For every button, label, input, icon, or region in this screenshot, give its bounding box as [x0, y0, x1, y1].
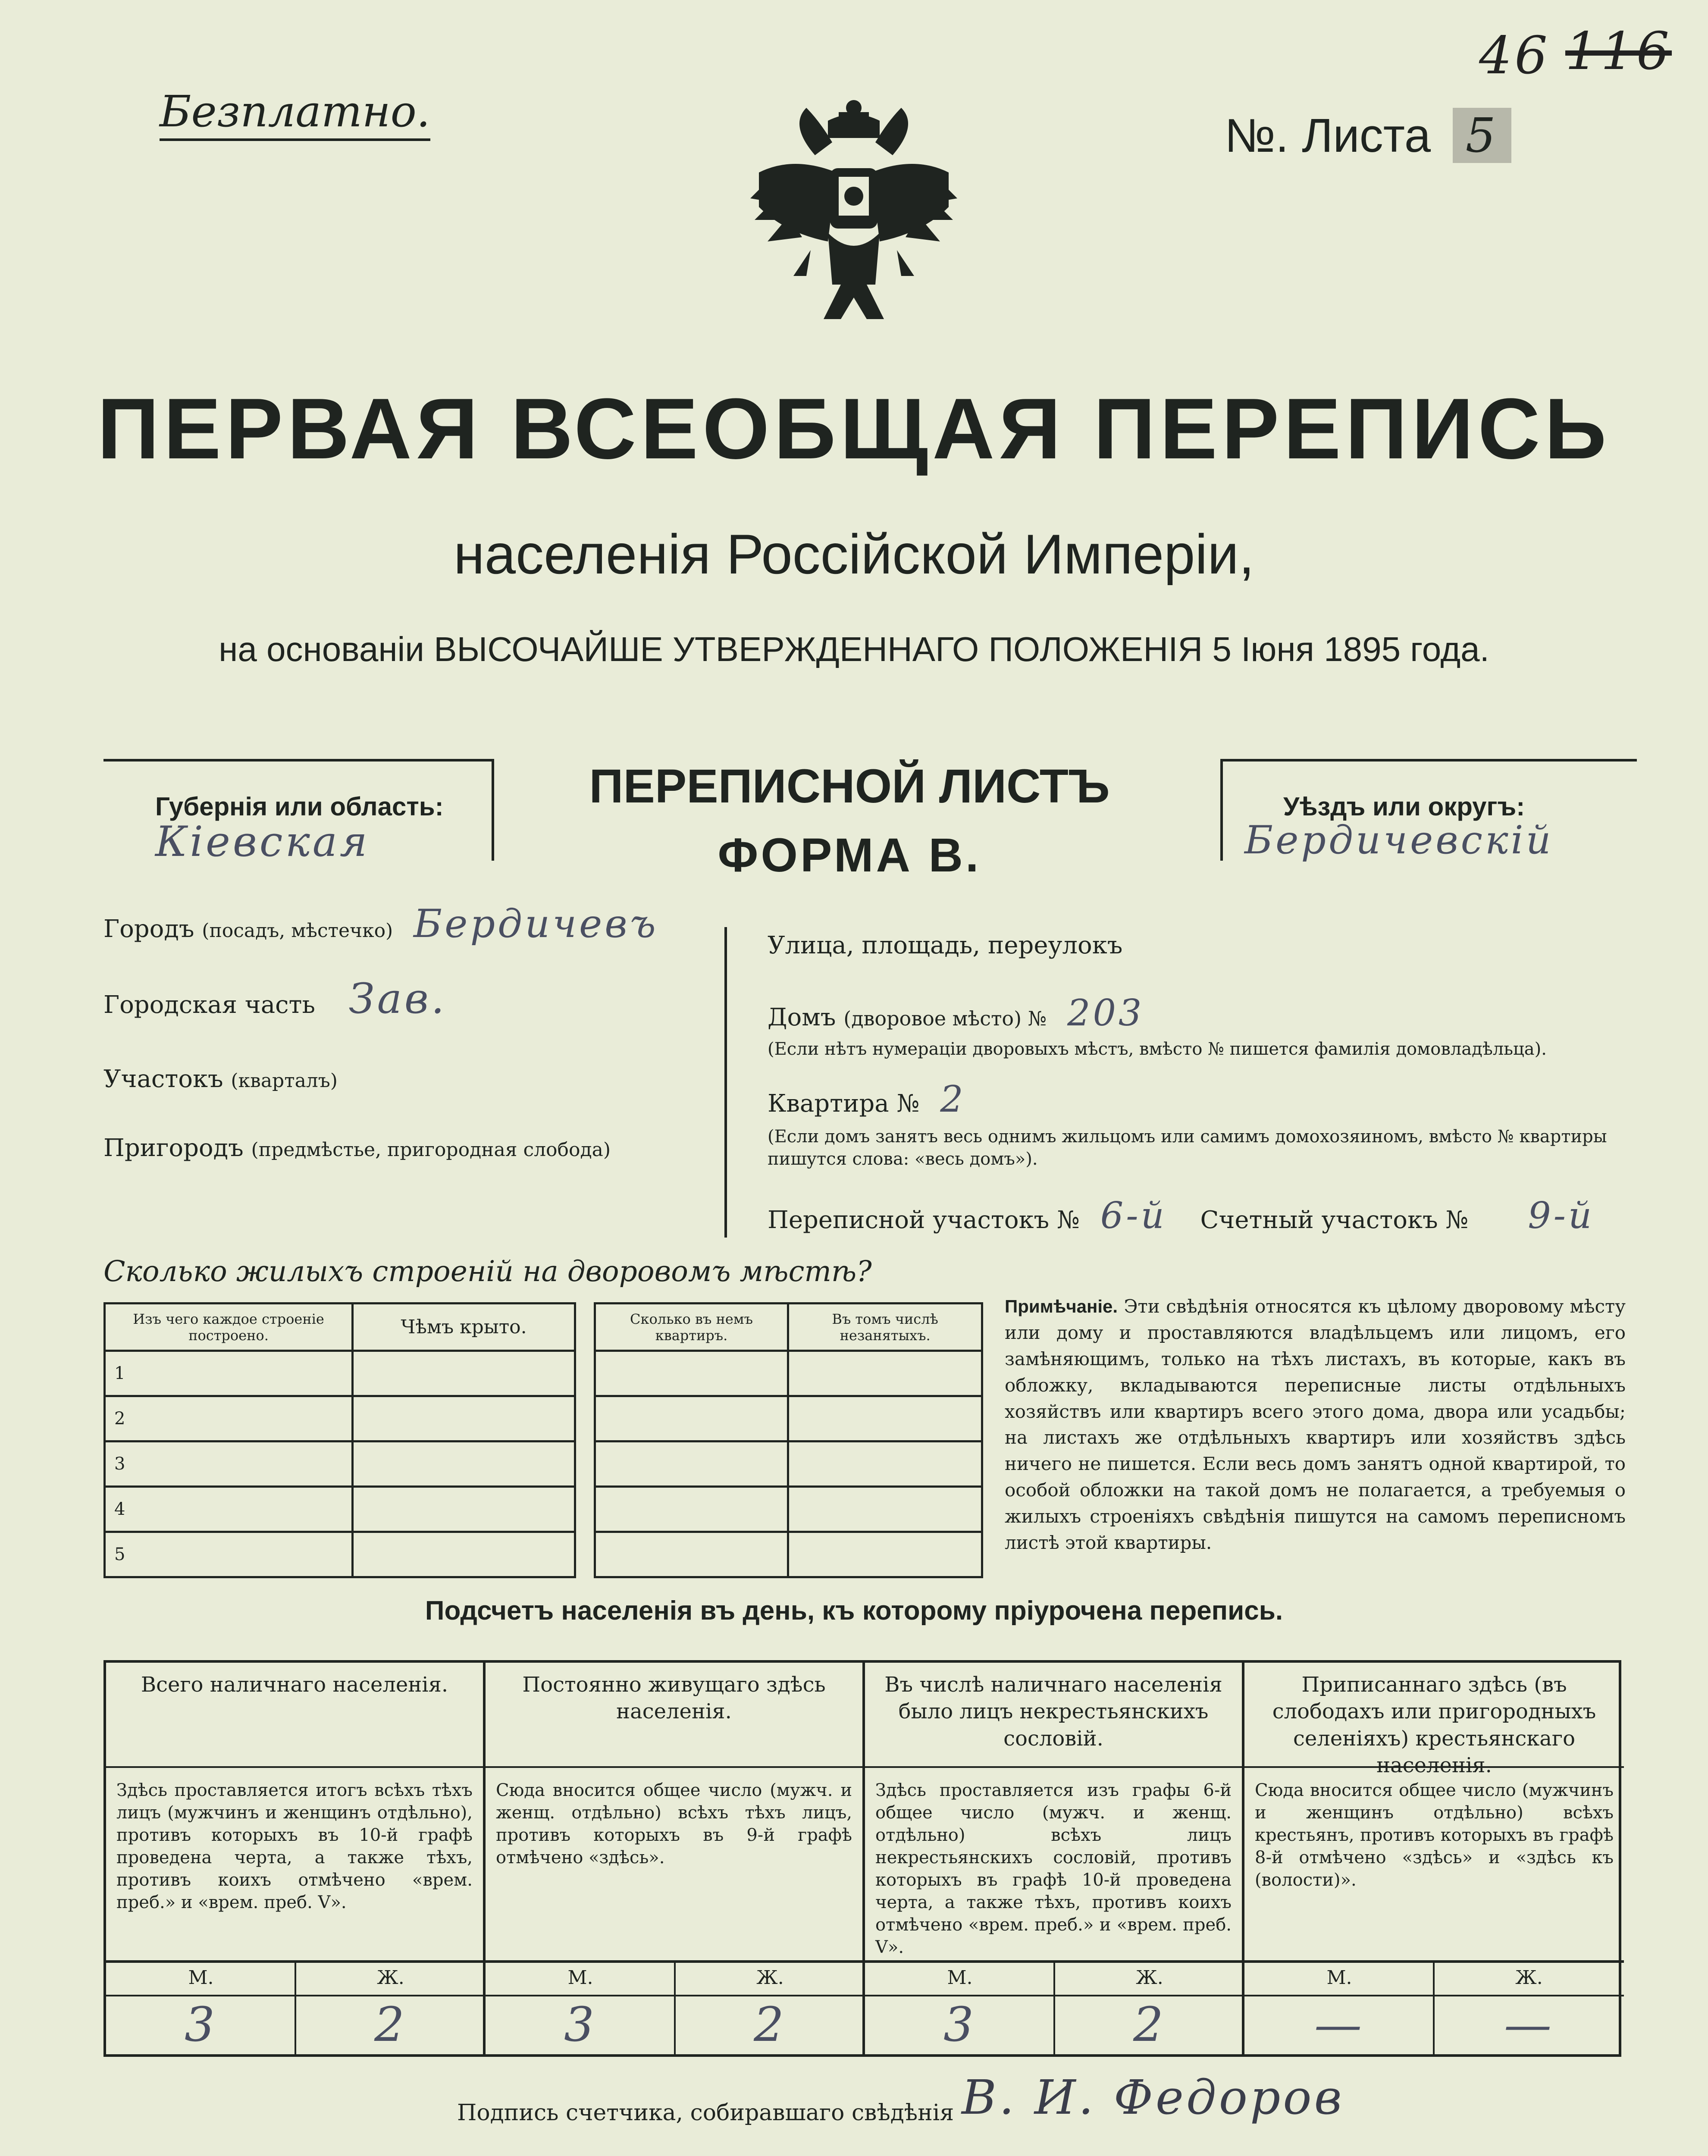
female-count: 2: [1133, 1997, 1166, 2052]
female-count: 2: [754, 1997, 787, 2052]
female-label: Ж.: [756, 1967, 784, 1989]
male-label: М.: [188, 1967, 214, 1989]
address-divider: [724, 927, 727, 1238]
form-name: ФОРМА В.: [718, 829, 981, 882]
row-number: 1: [105, 1351, 353, 1396]
district-value: Бердичевскій: [1244, 818, 1554, 863]
male-label: М.: [1326, 1967, 1352, 1989]
suburb-label: Пригородъ: [103, 1134, 244, 1162]
row-number: 5: [105, 1532, 353, 1577]
census-subtitle: населенія Россійской Имперіи,: [453, 523, 1254, 586]
buildings-row: [105, 1442, 982, 1487]
city-part-value: Зав.: [348, 975, 447, 1023]
row-number: 2: [105, 1396, 353, 1442]
district-box: [1220, 759, 1637, 861]
count-plot-label: Счетный участокъ №: [1200, 1206, 1469, 1234]
city-part-row: [103, 975, 724, 1023]
population-column-head: Приписаннаго здѣсь (въ слободахъ или пригородныхъ селеніяхъ) крестьянскаго населенія.: [1272, 1673, 1596, 1778]
house-hint: (Если нѣтъ нумераціи дворовыхъ мѣстъ, вмѣсто № пишется фамилія домовладѣльца).: [768, 1039, 1547, 1059]
col-roof: Чѣмъ крыто.: [353, 1304, 575, 1351]
free-stamp: Безплатно.: [160, 86, 430, 141]
signature-value: В. И. Федоров: [962, 2070, 1344, 2125]
city-row: [103, 901, 724, 946]
district-label: Уѣздъ или округъ:: [1283, 792, 1525, 821]
census-plot-value: 6-й: [1100, 1194, 1167, 1237]
sheet-label: №. Листа: [1225, 109, 1431, 162]
coat-of-arms: [742, 95, 966, 336]
buildings-note: [1005, 1294, 1626, 1556]
buildings-row: [105, 1351, 982, 1396]
census-sheet-title: ПЕРЕПИСНОЙ ЛИСТЪ: [589, 760, 1110, 813]
plot-note: (кварталъ): [231, 1070, 338, 1092]
male-label: М.: [947, 1967, 973, 1989]
population-column-desc: Сюда вносится общее число (мужчинъ и женщинъ отдѣльно) всѣхъ крестьянъ, противъ которыхъ въ графѣ 8-й отмѣчено «здѣсь» и «здѣсь къ (волости)».: [1255, 1780, 1614, 1890]
apartment-row: [768, 1078, 966, 1120]
col-vacant: Въ томъ числѣ незанятыхъ.: [788, 1304, 982, 1351]
male-count: —: [1314, 1997, 1364, 2052]
population-column-desc: Здѣсь проставляется итогъ всѣхъ тѣхъ лицъ (мужчинъ и женщинъ отдѣльно), противъ которыхъ въ 10-й графѣ проведена черта, а также тѣхъ, противъ коихъ отмѣчено «врем. преб.» и «врем. преб. V».: [116, 1780, 473, 1912]
col-spacer: [575, 1304, 595, 1351]
city-value: Бердичевъ: [414, 901, 658, 946]
city-label: Городъ: [103, 915, 194, 943]
suburb-row: [103, 1134, 724, 1162]
city-note: (посадъ, мѣстечко): [202, 920, 393, 942]
male-count: 3: [185, 1997, 217, 2052]
census-plot-label: Переписной участокъ №: [768, 1206, 1080, 1234]
female-count: —: [1504, 1997, 1554, 2052]
apartment-label: Квартира №: [768, 1090, 920, 1118]
city-part-label: Городская часть: [103, 991, 315, 1019]
house-value: 203: [1067, 992, 1144, 1034]
population-column-desc: Здѣсь проставляется изъ графы 6-й общее число (мужч. и женщ. отдѣльно) всѣхъ лицъ некрестьянскихъ сословій, противъ которыхъ въ графѣ 10-й проведена черта, а также тѣхъ, противъ коихъ отмѣчено «врем. преб.» и «врем. преб. V».: [875, 1780, 1232, 1957]
buildings-header-row: [105, 1304, 982, 1351]
double-headed-eagle-icon: [742, 95, 966, 336]
population-column-head: Въ числѣ наличнаго населенія было лицъ некрестьянскихъ сословій.: [884, 1673, 1222, 1751]
apartment-hint: (Если домъ занятъ весь однимъ жильцомъ или самимъ домохозяиномъ, вмѣсто № квартиры пишутся слова: «весь домъ»).: [768, 1127, 1607, 1169]
signature-row: [457, 2100, 954, 2126]
house-row: [768, 992, 1144, 1034]
population-column: [106, 1663, 486, 2054]
suburb-note: (предмѣстье, пригородная слобода): [251, 1139, 611, 1161]
row-number: 4: [105, 1487, 353, 1532]
corner-number-crossed: 116: [1565, 22, 1672, 81]
signature-label: Подпись счетчика, собиравшаго свѣдѣнія: [457, 2100, 954, 2126]
population-title: Подсчетъ населенія въ день, къ которому пріурочена перепись.: [425, 1596, 1283, 1626]
street-label: Улица, площадь, переулокъ: [768, 931, 1123, 959]
province-box: [103, 759, 494, 866]
buildings-question: Сколько жилыхъ строеній на дворовомъ мѣстѣ?: [103, 1255, 872, 1288]
house-note: (дворовое мѣсто) №: [843, 1007, 1047, 1030]
population-column: [865, 1663, 1244, 2054]
col-apartments: Сколько въ немъ квартиръ.: [595, 1304, 788, 1351]
corner-number: 46: [1479, 26, 1550, 86]
note-text: Эти свѣдѣнія относятся къ цѣлому дворовому мѣсту или дому и проставляются владѣльцемъ или лицомъ, его замѣняющимъ, только на тѣхъ листахъ, въ которые, какъ въ обложку, вкладываются переписные листы отдѣльныхъ хозяйствъ или квартиръ всего этого дома, двора или усадьбы; на листахъ же отдѣльныхъ квартиръ или хозяйствъ здѣсь ничего не пишется. Если весь домъ занятъ одной квартирой, то особой обложки на такой домъ не полагается, а требуемыя о жилыхъ строеніяхъ свѣдѣнія пишутся на самомъ переписномъ листѣ этой квартиры.: [1005, 1296, 1626, 1554]
buildings-row: [105, 1487, 982, 1532]
buildings-table: [103, 1302, 983, 1578]
female-label: Ж.: [1136, 1967, 1163, 1989]
buildings-row: [105, 1396, 982, 1442]
buildings-row: [105, 1532, 982, 1577]
male-count: 3: [564, 1997, 597, 2052]
population-column: [486, 1663, 865, 2054]
population-column-head: Всего наличнаго населенія.: [141, 1673, 448, 1697]
note-title: Примѣчаніе.: [1005, 1296, 1118, 1316]
female-label: Ж.: [1515, 1967, 1543, 1989]
sheet-number-label: [1225, 108, 1511, 163]
col-material: Изъ чего каждое строеніе построено.: [105, 1304, 353, 1351]
female-count: 2: [374, 1997, 407, 2052]
census-title: ПЕРВАЯ ВСЕОБЩАЯ ПЕРЕПИСЬ: [97, 381, 1611, 477]
census-basis: на основаніи ВЫСОЧАЙШЕ УТВЕРЖДЕННАГО ПОЛОЖЕНІЯ 5 Іюня 1895 года.: [219, 630, 1489, 668]
plot-row: [103, 1065, 724, 1093]
plot-label: Участокъ: [103, 1065, 223, 1093]
count-plot-value: 9-й: [1528, 1194, 1595, 1237]
male-label: М.: [567, 1967, 593, 1989]
apartment-value: 2: [940, 1078, 966, 1120]
house-label: Домъ: [768, 1003, 836, 1031]
sheet-number: 5: [1453, 108, 1511, 163]
street-row: [768, 931, 1122, 959]
population-column-head: Постоянно живущаго здѣсь населенія.: [522, 1673, 826, 1724]
province-label: Губернія или область:: [155, 792, 444, 821]
female-label: Ж.: [377, 1967, 404, 1989]
population-column-desc: Сюда вносится общее число (мужч. и женщ. отдѣльно) всѣхъ тѣхъ лицъ, противъ которыхъ въ 9-й графѣ отмѣчено «здѣсь».: [496, 1780, 852, 1868]
population-column: [1244, 1663, 1624, 2054]
province-value: Кіевская: [155, 818, 370, 866]
row-number: 3: [105, 1442, 353, 1487]
census-plot-row: [768, 1194, 1594, 1237]
male-count: 3: [943, 1997, 976, 2052]
